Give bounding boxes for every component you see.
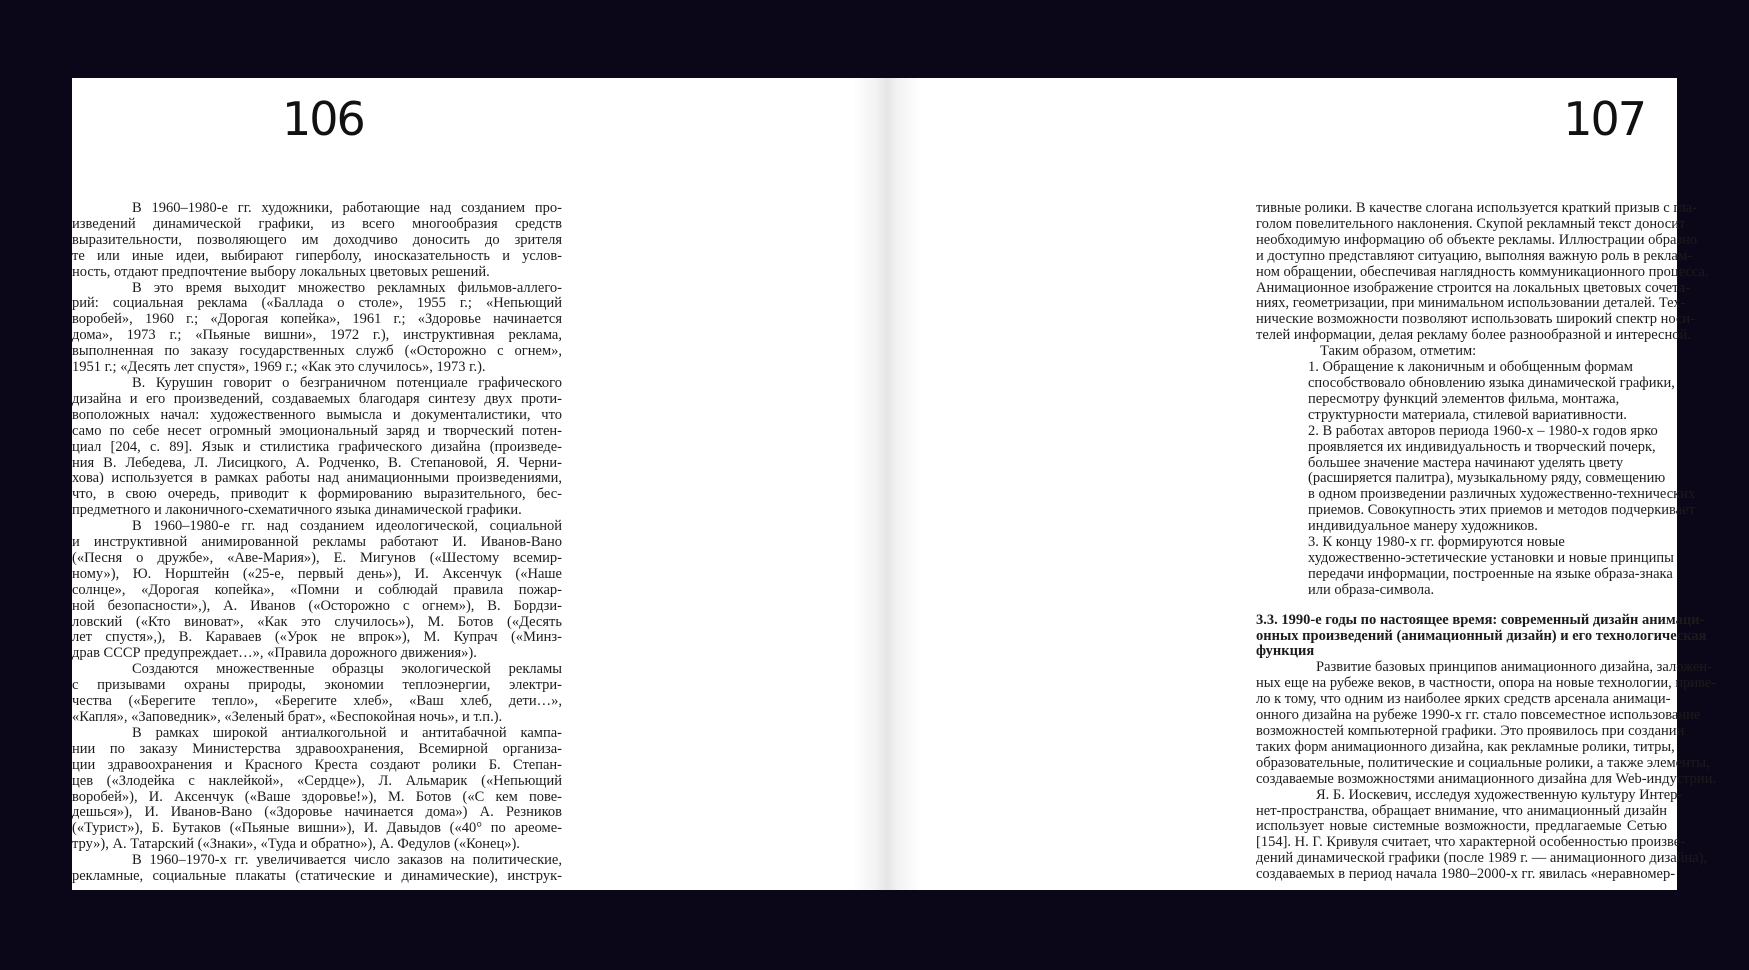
text-line: приемов. Совокупность этих приемов и методов подчеркивает: [1308, 502, 1695, 519]
text-line: онного дизайна на рубеже 1990-х гг. стало повсеместное использование: [1256, 707, 1701, 724]
page-number: 107: [1563, 92, 1645, 146]
text-line: В. Курушин говорит о безграничном потенциале графического: [132, 374, 562, 391]
text-line: в одном произведении различных художественно-технических: [1308, 486, 1696, 503]
text-line: ло к тому, что одним из наиболее ярких средств арсенала анимаци-: [1256, 691, 1671, 708]
text-line: ниях, геометризации, при минимальном использовании деталей. Тех-: [1256, 295, 1686, 312]
text-line: ловский («Кто виноват», «Как это случилось»), М. Ботов («Десять: [72, 613, 562, 630]
text-line: («Турист»), Б. Бутаков («Пьяные вишни»), И. Давыдов («40° по ареоме-: [72, 820, 562, 837]
text-line: В 1960–1980-е гг. художники, работающие над созданием про-: [132, 200, 562, 216]
text-line: индивидуальное манеру художников.: [1308, 518, 1538, 535]
text-line: ных еще на рубеже веков, в частности, опора на новые технологии, приве-: [1256, 675, 1717, 692]
book-spread: [72, 78, 1717, 890]
text-line: (расширяется палитра), музыкальному ряду, совмещению: [1308, 470, 1666, 487]
text-line: В рамках широкой антиалкогольной и антитабачной кампа-: [132, 724, 562, 741]
text-line: большее значение мастера начинают уделять цвету: [1308, 454, 1624, 471]
text-line: ной безопасности»,), А. Иванов («Осторожно с огнем»), В. Бордзи-: [72, 597, 562, 614]
text-line: воробей», 1960 г.; «Дорогая копейка», 1961 г.; «Здоровье начинается: [72, 311, 562, 328]
text-line: 3. К концу 1980-х гг. формируются новые: [1308, 534, 1565, 551]
text-line: ному»), Ю. Норштейн («25-е, первый день»), И. Аксенчук («Наше: [72, 565, 562, 582]
text-line: хова) используется в рамках работы над анимационными произведениями,: [72, 470, 562, 487]
text-line: Анимационное изображение строится на локальных цветовых сочета-: [1256, 279, 1690, 296]
text-line: («Песня о дружбе», «Аве-Мария»), Е. Мигунов («Шестому всемир-: [72, 549, 562, 566]
text-line: возможностей компьютерной графики. Это проявилось при создании: [1256, 723, 1685, 739]
left-page: [72, 78, 878, 890]
text-line: с призывами охраны природы, экономии теплоэнергии, электри-: [72, 677, 562, 694]
text-line: и инструктивной анимированной рекламы работают И. Иванов-Вано: [72, 534, 562, 551]
text-line: образовательные, политические и социальные ролики, а также элементы,: [1256, 754, 1710, 771]
text-line: тивные ролики. В качестве слогана используется краткий призыв с гла-: [1256, 200, 1698, 216]
text-line: дизайна и его произведений, создаваемых благодаря синтезу двух проти-: [72, 390, 562, 407]
page-number: 106: [282, 92, 364, 146]
right-page: [878, 78, 1717, 890]
text-line: рий: социальная реклама («Баллада о столе», 1955 г.; «Непьющий: [72, 295, 562, 312]
text-line: 2. В работах авторов периода 1960-х – 1980-х годов ярко: [1308, 422, 1658, 439]
text-line: Я. Б. Иоскевич, исследуя художественную культуру Интер-: [1316, 786, 1683, 803]
text-line: пересмотру функций элементов фильма, монтажа,: [1308, 390, 1620, 407]
text-line: выполненная по заказу государственных служб («Осторожно с огнем»,: [72, 343, 562, 360]
text-line: телей информации, делая рекламу более разнообразной и интересной.: [1256, 327, 1691, 344]
text-line: Таким образом, отметим:: [1320, 343, 1477, 360]
text-line: выразительности, позволяющего им доходчиво доносить до зрителя: [72, 231, 562, 248]
text-line: «Капля», «Заповедник», «Зеленый брат», «Беспокойная ночь», и т.п.).: [72, 709, 503, 725]
text-line: или образа-символа.: [1308, 581, 1435, 598]
section-heading-line: 3.3. 1990-е годы по настоящее время: современный дизайн анимаци-: [1256, 611, 1705, 628]
text-line: структурности материала, стилевой вариативности.: [1308, 406, 1627, 423]
text-line: В 1960–1980-е гг. над созданием идеологической, социальной: [132, 518, 562, 535]
text-line: само по себе несет огромный эмоциональный заряд и творческий потен-: [72, 422, 562, 439]
text-line: Развитие базовых принципов анимационного дизайна, заложен-: [1316, 659, 1712, 676]
text-line: ном обращении, обеспечивая наглядность коммуникационного процесса.: [1256, 263, 1709, 280]
text-line: рекламные, социальные плакаты (статические и динамические), инструк-: [72, 868, 562, 885]
section-heading-line: онных произведений (анимационный дизайн) и его технологическая: [1256, 627, 1707, 644]
text-line: нические возможности позволяют использовать широкий спектр носи-: [1256, 311, 1696, 328]
text-line: создаваемые возможностями анимационного дизайна для Web-индустрии.: [1256, 770, 1717, 787]
text-line: использует новые системные возможности, предлагаемые Сетью: [1256, 818, 1667, 835]
text-line: нет-пространства, обращает внимание, что анимационный дизайн: [1256, 802, 1667, 819]
text-line: ции здравоохранения и Красного Креста создают ролики Б. Степан-: [72, 756, 562, 773]
text-line: ность, отдают предпочтение выбору локальных цветовых решений.: [72, 263, 490, 280]
text-line: В это время выходит множество рекламных фильмов-аллего-: [132, 279, 562, 296]
text-line: таких форм анимационного дизайна, как рекламные ролики, титры,: [1256, 738, 1675, 755]
text-line: способствовало обновлению языка динамической графики,: [1308, 374, 1675, 391]
text-line: дений динамической графики (после 1989 г. — анимационного дизайна),: [1256, 850, 1708, 867]
text-line: 1951 г.; «Десять лет спустя», 1969 г.; «Как это случилось», 1973 г.).: [72, 359, 486, 376]
text-line: В 1960–1970-х гг. увеличивается число заказов на политические,: [132, 852, 562, 869]
section-heading-line: функция: [1256, 643, 1315, 660]
text-line: создаваемых в период начала 1980–2000-х гг. явилась «неравномер-: [1256, 866, 1676, 883]
text-line: нии по заказу Министерства здравоохранения, Всемирной организа-: [72, 740, 562, 757]
text-line: драв СССР предупреждает…», «Правила дорожного движения»).: [72, 645, 477, 662]
text-line: цев («Злодейка с наклейкой», «Сердце»), Л. Альмарик («Непьющий: [72, 772, 562, 789]
text-line: те или иные идеи, выбирают гиперболу, иносказательность и услов-: [72, 247, 562, 264]
text-line: лет спустя»,), В. Караваев («Урок не впрок»), М. Купрач («Минз-: [72, 629, 562, 646]
paragraph-gap: [1256, 599, 1667, 613]
text-line: предметного и лаконичного-схематичного языка динамической графики.: [72, 502, 522, 519]
text-line: дешься»), И. Иванов-Вано («Здоровье начинается дома») А. Резников: [72, 804, 562, 821]
text-line: ния В. Лебедева, Л. Лисицкого, А. Родченко, В. Степановой, Я. Черни-: [72, 454, 562, 471]
text-line: художественно-эстетические установки и новые принципы: [1308, 549, 1674, 566]
body-text-column: [72, 201, 562, 885]
text-line: солнце», «Дорогая копейка», «Помни и соблюдай правила пожар-: [72, 581, 562, 598]
text-line: необходимую информацию об объекте рекламы. Иллюстрации образно: [1256, 231, 1698, 248]
text-line: [154]. Н. Г. Кривуля считает, что характерной особенностью произве-: [1256, 834, 1686, 851]
text-line: Создаются множественные образцы экологической рекламы: [132, 661, 562, 678]
text-line: и доступно представляют ситуацию, выполняя важную роль в реклам-: [1256, 247, 1692, 264]
text-line: передачи информации, построенные на языке образа-знака: [1308, 565, 1673, 582]
text-line: что, в свою очередь, приводит к формированию выразительного, бес-: [72, 486, 562, 503]
text-line: 1. Обращение к лаконичным и обобщенным формам: [1308, 359, 1633, 376]
text-line: голом повелительного наклонения. Скупой рекламный текст доносит: [1256, 215, 1686, 232]
text-line: воробей»), И. Аксенчук («Ваше здоровье!»), М. Ботов («С кем пове-: [72, 788, 562, 805]
text-line: чества («Берегите тепло», «Берегите хлеб», «Ваш хлеб, дети…»,: [72, 693, 562, 710]
text-line: циал [204, с. 89]. Язык и стилистика графического дизайна (произведе-: [72, 438, 562, 455]
text-line: тру»), А. Татарский («Знаки», «Туда и обратно»), А. Федулов («Конец»).: [72, 836, 520, 853]
text-line: проявляется их индивидуальность и творческий почерк,: [1308, 438, 1656, 455]
text-line: дома», 1973 г.; «Пьяные вишни», 1972 г.), инструктивная реклама,: [72, 327, 562, 344]
body-text-column: [1256, 200, 1717, 883]
text-line: изведений динамической графики, из всего многообразия средств: [72, 215, 562, 232]
text-line: воположных начал: художественного вымысла и документалистики, что: [72, 406, 562, 423]
